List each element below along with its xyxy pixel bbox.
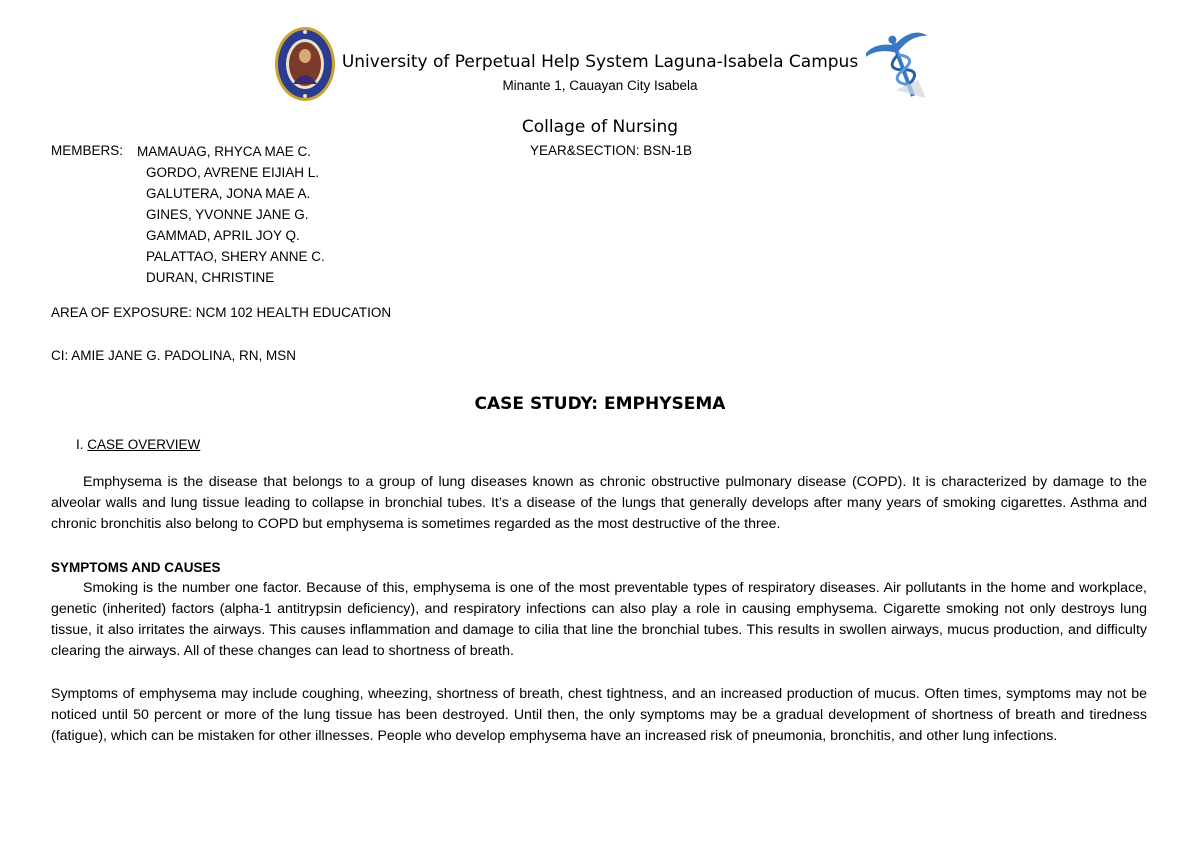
overview-paragraph: Emphysema is the disease that belongs to a group of lung diseases known as chronic obstructive pulmonary disease (COPD). It is characterized by damage to the alveolar walls and lung tissue leading to collapse in bronchial tubes. It’s a disease of the lungs that generally develops after many years of smoking cigarettes. Asthma and chronic bronchitis also belong to COPD but emphysema is sometimes regarded as the most destructive of the three. bbox=[51, 474, 1147, 532]
section-number: I. bbox=[76, 437, 88, 452]
year-section: YEAR&SECTION: BSN-1B bbox=[530, 143, 693, 158]
member-name: PALATTAO, SHERY ANNE C. bbox=[146, 249, 325, 264]
member-name: MAMAUAG, RHYCA MAE C. bbox=[137, 144, 312, 159]
university-name: University of Perpetual Help System Laguna-Isabela Campus bbox=[341, 52, 859, 72]
symptoms-heading: SYMPTOMS AND CAUSES bbox=[51, 560, 221, 575]
section-heading-overview bbox=[76, 437, 200, 452]
campus-address: Minante 1, Cauayan City Isabela bbox=[502, 78, 698, 93]
members-list bbox=[137, 143, 325, 290]
member-name: GALUTERA, JONA MAE A. bbox=[146, 186, 311, 201]
section-title: CASE OVERVIEW bbox=[87, 437, 201, 452]
member-name: GAMMAD, APRIL JOY Q. bbox=[146, 228, 300, 243]
symptoms-paragraph: Symptoms of emphysema may include coughing, wheezing, shortness of breath, chest tightness, and an increased production of mucus. Often times, symptoms may not be noticed until 50 percent or more of the lung tissue has been destroyed. Until then, the only symptoms may be a gradual development of shortness of breath and tiredness (fatigue), which can be mistaken for other illnesses. People who develop emphysema have an increased risk of pneumonia, bronchitis, and other lung infections. bbox=[51, 686, 1147, 744]
member-name: GINES, YVONNE JANE G. bbox=[146, 207, 309, 222]
member-name: GORDO, AVRENE EIJIAH L. bbox=[146, 165, 320, 180]
member-name: DURAN, CHRISTINE bbox=[146, 270, 275, 285]
causes-paragraph: Smoking is the number one factor. Because of this, emphysema is one of the most preventable types of respiratory diseases. Air pollutants in the home and workplace, genetic (inherited) factors (alpha-1 antitrypsin deficiency), and respiratory infections can also play a role in causing emphysema. Cigarette smoking not only destroys lung tissue, it also irritates the airways. This causes inflammation and damage to cilia that line the bronchial tubes. This results in swollen airways, mucus production, and difficulty clearing the airways. All of these changes can lead to shortness of breath. bbox=[51, 580, 1147, 659]
college-name: Collage of Nursing bbox=[521, 117, 679, 137]
clinical-instructor: CI: AMIE JANE G. PADOLINA, RN, MSN bbox=[51, 348, 297, 363]
members-label: MEMBERS: bbox=[51, 143, 124, 158]
case-study-title: CASE STUDY: EMPHYSEMA bbox=[474, 394, 726, 414]
area-of-exposure: AREA OF EXPOSURE: NCM 102 HEALTH EDUCATION bbox=[51, 305, 392, 320]
